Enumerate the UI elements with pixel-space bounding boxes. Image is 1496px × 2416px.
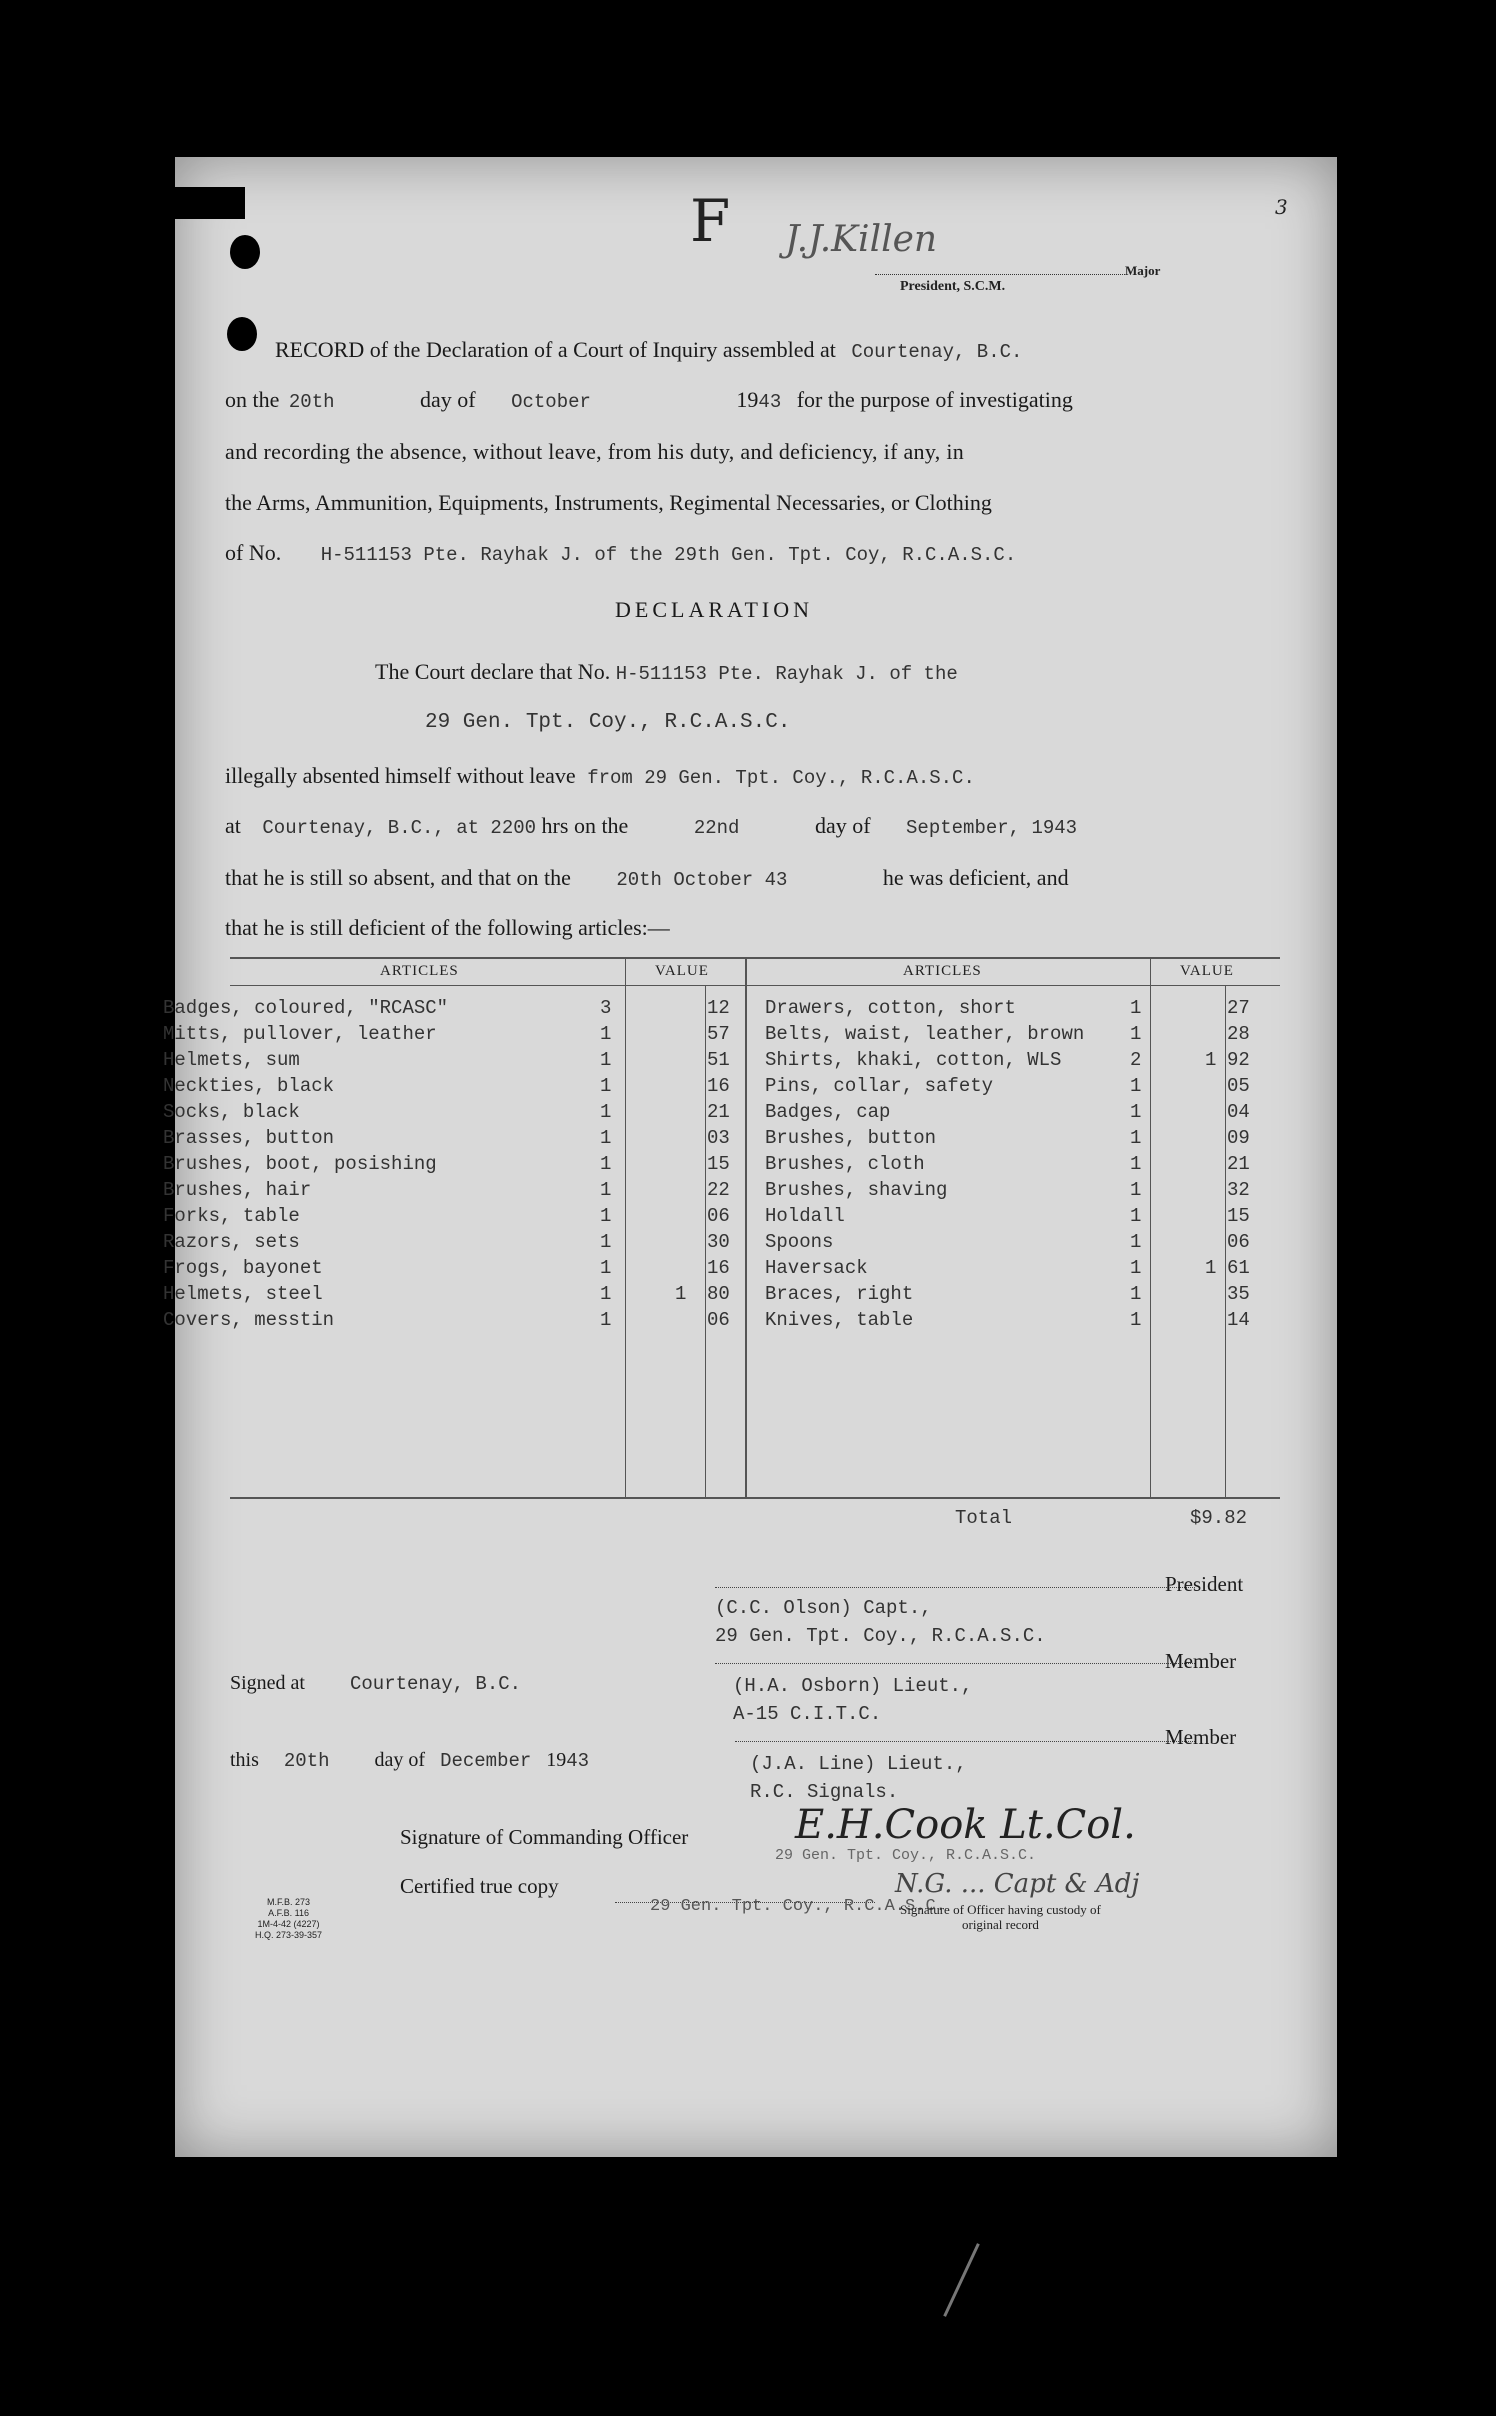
president-label: President — [1165, 1572, 1244, 1596]
table-divider — [1225, 986, 1226, 1497]
intro-line-5: of No. H-511153 Pte. Rayhak J. of the 29th Gen. Tpt. Coy, R.C.A.S.C. — [225, 540, 1017, 566]
intro-soldier: H-511153 Pte. Rayhak J. of the 29th Gen. Tpt. Coy, R.C.A.S.C. — [320, 544, 1017, 566]
co-signature: E.H.Cook Lt.Col. — [795, 1802, 1136, 1848]
member1-line — [715, 1663, 1195, 1664]
table-right-qty-cell: 1 — [1130, 1075, 1142, 1097]
declaration-line-6: that he is still deficient of the following articles:— — [225, 915, 670, 940]
table-right-article-cell: Shirts, khaki, cotton, WLS — [765, 1049, 1062, 1071]
scan-mark — [943, 2243, 980, 2317]
major-label: Major — [1125, 263, 1161, 278]
table-right-cents-cell: 21 — [1227, 1153, 1250, 1175]
declaration-line-5: that he is still so absent, and that on the 20th October 43 he was deficient, and — [225, 865, 1069, 891]
table-right-article-cell: Knives, table — [765, 1309, 914, 1331]
co-label: Signature of Commanding Officer — [400, 1825, 689, 1849]
hole-punch — [230, 235, 260, 269]
declaration-line-2: 29 Gen. Tpt. Coy., R.C.A.S.C. — [425, 711, 791, 734]
table-right-dollars-cell: 1 — [1205, 1049, 1217, 1071]
table-bottom-line — [230, 1497, 1280, 1499]
table-right-qty-cell: 1 — [1130, 1179, 1142, 1201]
table-right-article-cell: Braces, right — [765, 1283, 914, 1305]
table-left-dollars-cell: 1 — [675, 1283, 687, 1305]
table-left-qty-cell: 1 — [600, 1127, 612, 1149]
intro-day: 20th — [288, 391, 335, 413]
declaration-line-3: illegally absented himself without leave from 29 Gen. Tpt. Coy., R.C.A.S.C. — [225, 763, 975, 789]
table-left-qty-cell: 3 — [600, 997, 612, 1019]
table-left-article-cell: Razors, sets — [163, 1231, 300, 1253]
table-right-article-cell: Holdall — [765, 1205, 845, 1227]
table-right-article-cell: Brushes, shaving — [765, 1179, 948, 1201]
table-left-cents-cell: 22 — [707, 1179, 730, 1201]
table-left-article-cell: Socks, black — [163, 1101, 300, 1123]
table-right-cents-cell: 05 — [1227, 1075, 1250, 1097]
member2-line — [735, 1741, 1195, 1742]
table-top-line — [230, 957, 1280, 959]
table-left-article-cell: Brushes, hair — [163, 1179, 312, 1201]
table-left-qty-cell: 1 — [600, 1075, 612, 1097]
page-number: 3 — [1275, 195, 1288, 219]
intro-month: October — [511, 391, 591, 413]
table-right-article-cell: Brushes, button — [765, 1127, 937, 1149]
member2-label: Member — [1165, 1725, 1237, 1749]
certified-signature: N.G. ... Capt & Adj — [895, 1869, 1140, 1899]
intro-line-4: the Arms, Ammunition, Equipments, Instruments, Regimental Necessaries, or Clothing — [225, 490, 992, 515]
table-right-article-cell: Pins, collar, safety — [765, 1075, 994, 1097]
table-divider — [625, 957, 626, 1497]
table-left-cents-cell: 57 — [707, 1023, 730, 1045]
table-right-cents-cell: 04 — [1227, 1101, 1250, 1123]
declaration-title: DECLARATION — [615, 597, 813, 622]
header-value-left: VALUE — [655, 963, 709, 979]
member1-label: Member — [1165, 1649, 1237, 1673]
table-left-article-cell: Badges, coloured, "RCASC" — [163, 997, 449, 1019]
table-left-article-cell: Forks, table — [163, 1205, 300, 1227]
table-left-cents-cell: 03 — [707, 1127, 730, 1149]
table-left-article-cell: Brushes, boot, posishing — [163, 1153, 437, 1175]
president-line — [715, 1587, 1195, 1588]
corner-mark — [175, 187, 245, 219]
president-scm-label: President, S.C.M. — [900, 279, 1006, 294]
president-name: (C.C. Olson) Capt., — [715, 1597, 932, 1619]
table-right-cents-cell: 92 — [1227, 1049, 1250, 1071]
table-right-cents-cell: 32 — [1227, 1179, 1250, 1201]
table-left-qty-cell: 1 — [600, 1179, 612, 1201]
table-left-qty-cell: 1 — [600, 1023, 612, 1045]
intro-year: 43 — [758, 391, 782, 413]
table-right-article-cell: Spoons — [765, 1231, 834, 1253]
certified-label: Certified true copy — [400, 1874, 559, 1898]
co-unit: 29 Gen. Tpt. Coy., R.C.A.S.C. — [775, 1847, 1037, 1864]
table-right-qty-cell: 1 — [1130, 1023, 1142, 1045]
table-right-cents-cell: 27 — [1227, 997, 1250, 1019]
table-left-cents-cell: 16 — [707, 1257, 730, 1279]
table-left-qty-cell: 1 — [600, 1049, 612, 1071]
table-right-qty-cell: 2 — [1130, 1049, 1142, 1071]
form-codes: M.F.B. 273 A.F.B. 116 1M-4-42 (4227) H.Q. 273-39-357 — [255, 1897, 323, 1940]
table-left-qty-cell: 1 — [600, 1309, 612, 1331]
table-left-cents-cell: 30 — [707, 1231, 730, 1253]
table-left-cents-cell: 16 — [707, 1075, 730, 1097]
table-left-article-cell: Frogs, bayonet — [163, 1257, 323, 1279]
table-left-article-cell: Brasses, button — [163, 1127, 335, 1149]
document-page — [163, 157, 1337, 2157]
declaration-line-1: The Court declare that No. H-511153 Pte. Rayhak J. of the — [375, 659, 958, 685]
member1-unit: A-15 C.I.T.C. — [733, 1703, 882, 1725]
tab-letter: F — [690, 187, 731, 255]
table-right-qty-cell: 1 — [1130, 1309, 1142, 1331]
table-left-article-cell: Covers, messtin — [163, 1309, 335, 1331]
table-header-line — [230, 985, 1280, 986]
intro-line-2: on the 20th day of October 1943 for the purpose of investigating — [225, 387, 1073, 413]
table-right-qty-cell: 1 — [1130, 1127, 1142, 1149]
table-right-qty-cell: 1 — [1130, 1205, 1142, 1227]
intro-line-1: RECORD of the Declaration of a Court of Inquiry assembled at Courtenay, B.C. — [275, 337, 1023, 363]
table-right-cents-cell: 35 — [1227, 1283, 1250, 1305]
table-left-qty-cell: 1 — [600, 1257, 612, 1279]
table-left-article-cell: Helmets, sum — [163, 1049, 300, 1071]
table-left-qty-cell: 1 — [600, 1283, 612, 1305]
table-left-article-cell: Mitts, pullover, leather — [163, 1023, 437, 1045]
table-left-qty-cell: 1 — [600, 1101, 612, 1123]
total-label: Total — [955, 1507, 1013, 1529]
table-right-dollars-cell: 1 — [1205, 1257, 1217, 1279]
table-divider — [745, 957, 747, 1497]
table-left-qty-cell: 1 — [600, 1231, 612, 1253]
table-right-qty-cell: 1 — [1130, 1101, 1142, 1123]
table-divider — [1150, 957, 1151, 1497]
member2-unit: R.C. Signals. — [750, 1781, 899, 1803]
table-left-cents-cell: 15 — [707, 1153, 730, 1175]
table-right-qty-cell: 1 — [1130, 1257, 1142, 1279]
table-right-cents-cell: 61 — [1227, 1257, 1250, 1279]
table-left-qty-cell: 1 — [600, 1153, 612, 1175]
signed-this: this 20th day of December 1943 — [230, 1749, 590, 1772]
table-right-article-cell: Haversack — [765, 1257, 868, 1279]
certified-unit: 29 Gen. Tpt. Coy., R.C.A.S.C. — [650, 1897, 946, 1916]
table-right-article-cell: Drawers, cotton, short — [765, 997, 1016, 1019]
table-left-article-cell: Helmets, steel — [163, 1283, 323, 1305]
table-right-article-cell: Badges, cap — [765, 1101, 891, 1123]
header-articles-right: ARTICLES — [903, 963, 982, 979]
member1-name: (H.A. Osborn) Lieut., — [733, 1675, 973, 1697]
president-unit: 29 Gen. Tpt. Coy., R.C.A.S.C. — [715, 1625, 1046, 1647]
intro-line-3: and recording the absence, without leave, from his duty, and deficiency, if any, in — [225, 439, 965, 464]
intro-place: Courtenay, B.C. — [851, 341, 1023, 363]
table-divider — [705, 986, 706, 1497]
table-right-cents-cell: 06 — [1227, 1231, 1250, 1253]
table-left-cents-cell: 80 — [707, 1283, 730, 1305]
table-right-cents-cell: 28 — [1227, 1023, 1250, 1045]
member2-name: (J.A. Line) Lieut., — [750, 1753, 967, 1775]
president-signature: J.J.Killen — [785, 219, 938, 260]
table-left-cents-cell: 06 — [707, 1205, 730, 1227]
table-right-qty-cell: 1 — [1130, 1283, 1142, 1305]
signed-at: Signed at Courtenay, B.C. — [230, 1672, 522, 1695]
table-right-article-cell: Belts, waist, leather, brown — [765, 1023, 1085, 1045]
table-right-qty-cell: 1 — [1130, 1153, 1142, 1175]
table-right-article-cell: Brushes, cloth — [765, 1153, 925, 1175]
total-value: $9.82 — [1190, 1507, 1248, 1529]
table-left-qty-cell: 1 — [600, 1205, 612, 1227]
table-right-qty-cell: 1 — [1130, 1231, 1142, 1253]
signature-line — [875, 274, 1125, 275]
table-right-cents-cell: 09 — [1227, 1127, 1250, 1149]
table-right-qty-cell: 1 — [1130, 997, 1142, 1019]
table-left-cents-cell: 06 — [707, 1309, 730, 1331]
custody-label: Signature of Officer having custody of original record — [900, 1902, 1101, 1932]
table-right-cents-cell: 15 — [1227, 1205, 1250, 1227]
hole-punch — [227, 317, 257, 351]
declaration-line-4: at Courtenay, B.C., at 2200 hrs on the 22nd day of September, 1943 — [225, 813, 1078, 839]
table-left-cents-cell: 51 — [707, 1049, 730, 1071]
table-left-cents-cell: 12 — [707, 997, 730, 1019]
table-left-cents-cell: 21 — [707, 1101, 730, 1123]
header-value-right: VALUE — [1180, 963, 1234, 979]
table-left-article-cell: Neckties, black — [163, 1075, 335, 1097]
table-right-cents-cell: 14 — [1227, 1309, 1250, 1331]
header-articles-left: ARTICLES — [380, 963, 459, 979]
signed-at-place: Courtenay, B.C. — [350, 1673, 522, 1695]
